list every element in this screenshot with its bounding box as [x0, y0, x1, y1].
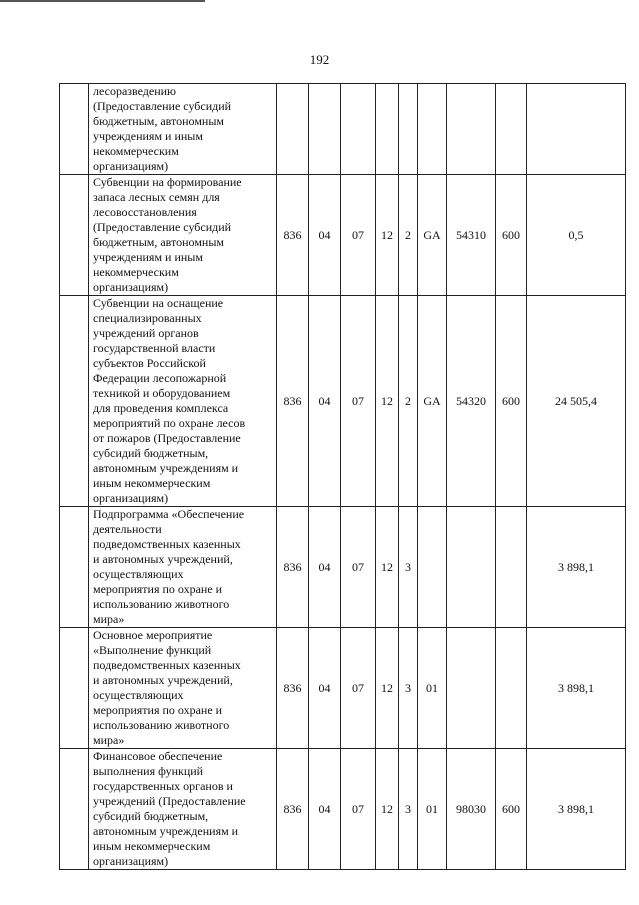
- gov-code-cell: 836: [277, 507, 309, 628]
- budget-table: [59, 83, 626, 870]
- subprogram-cell: 3: [399, 628, 418, 749]
- item-name-cell: [89, 175, 277, 296]
- sum-cell: 24 505,4: [527, 296, 626, 507]
- program-cell: [376, 84, 399, 175]
- table-row: [60, 507, 626, 628]
- table-row: [60, 175, 626, 296]
- table-row: [60, 749, 626, 870]
- expense-direction-code-cell: [447, 507, 496, 628]
- expense-direction-code-cell: [447, 628, 496, 749]
- subsection-cell: 07: [341, 175, 376, 296]
- subprogram-cell: 2: [399, 175, 418, 296]
- scan-edge-line: [0, 0, 205, 2]
- expense-type-cell: 600: [496, 749, 527, 870]
- subprogram-cell: 3: [399, 749, 418, 870]
- program-cell: 12: [376, 628, 399, 749]
- row-index-cell: [60, 749, 89, 870]
- table-row: [60, 296, 626, 507]
- expense-type-cell: [496, 84, 527, 175]
- gov-code-cell: 836: [277, 296, 309, 507]
- expense-type-cell: 600: [496, 175, 527, 296]
- program-cell: 12: [376, 749, 399, 870]
- sum-cell: 3 898,1: [527, 628, 626, 749]
- item-name: Финансовое обеспечение выполнения функций государственных органов и учреждений (Предоставление субсидий бюджетным, автономным учреждениям и иным некоммерческим организациям): [93, 749, 246, 868]
- subsection-cell: 07: [341, 749, 376, 870]
- item-name: Основное мероприятие «Выполнение функций подведомственных казенных и автономных учреждений, осуществляющих мероприятия по охране и использованию животного мира»: [93, 628, 241, 747]
- direction-cell: GA: [418, 175, 447, 296]
- table-row: [60, 84, 626, 175]
- row-index-cell: [60, 84, 89, 175]
- subprogram-cell: [399, 84, 418, 175]
- item-name-cell: [89, 84, 277, 175]
- program-cell: 12: [376, 507, 399, 628]
- expense-type-cell: 600: [496, 296, 527, 507]
- section-cell: 04: [309, 749, 341, 870]
- row-index-cell: [60, 175, 89, 296]
- row-index-cell: [60, 628, 89, 749]
- direction-cell: 01: [418, 628, 447, 749]
- direction-cell: GA: [418, 296, 447, 507]
- item-name-cell: [89, 628, 277, 749]
- item-name: лесоразведению (Предоставление субсидий бюджетным, автономным учреждениям и иным некоммерческим организациям): [93, 84, 232, 173]
- subprogram-cell: 2: [399, 296, 418, 507]
- direction-cell: [418, 84, 447, 175]
- expense-direction-code-cell: 98030: [447, 749, 496, 870]
- section-cell: [309, 84, 341, 175]
- gov-code-cell: 836: [277, 628, 309, 749]
- expense-direction-code-cell: 54310: [447, 175, 496, 296]
- subsection-cell: [341, 84, 376, 175]
- sum-cell: [527, 84, 626, 175]
- subsection-cell: 07: [341, 507, 376, 628]
- row-index-cell: [60, 296, 89, 507]
- expense-type-cell: [496, 507, 527, 628]
- row-index-cell: [60, 507, 89, 628]
- subprogram-cell: 3: [399, 507, 418, 628]
- sum-cell: 3 898,1: [527, 507, 626, 628]
- section-cell: 04: [309, 628, 341, 749]
- sum-cell: 0,5: [527, 175, 626, 296]
- program-cell: 12: [376, 175, 399, 296]
- page-number: 192: [309, 52, 330, 67]
- gov-code-cell: 836: [277, 175, 309, 296]
- subsection-cell: 07: [341, 628, 376, 749]
- item-name-cell: [89, 296, 277, 507]
- direction-cell: 01: [418, 749, 447, 870]
- gov-code-cell: [277, 84, 309, 175]
- direction-cell: [418, 507, 447, 628]
- subsection-cell: 07: [341, 296, 376, 507]
- expense-direction-code-cell: 54320: [447, 296, 496, 507]
- item-name-cell: [89, 507, 277, 628]
- expense-direction-code-cell: [447, 84, 496, 175]
- section-cell: 04: [309, 507, 341, 628]
- gov-code-cell: 836: [277, 749, 309, 870]
- expense-type-cell: [496, 628, 527, 749]
- item-name-cell: [89, 749, 277, 870]
- item-name: Субвенции на формирование запаса лесных семян для лесовосстановления (Предоставление субсидий бюджетным, автономным учреждениям и иным некоммерческим организациям): [93, 175, 242, 294]
- item-name: Субвенции на оснащение специализированных учреждений органов государственной власти субъектов Российской Федерации лесопожарной техникой и оборудованием для проведения комплекса мероприятий по охране лесов от пожаров (Предоставление субсидий бюджетным, автономным учреждениям и иным некоммерческим организациям): [93, 296, 246, 505]
- sum-cell: 3 898,1: [527, 749, 626, 870]
- item-name: Подпрограмма «Обеспечение деятельности подведомственных казенных и автономных учреждений, осуществляющих мероприятия по охране и использованию животного мира»: [93, 507, 245, 626]
- table-row: [60, 628, 626, 749]
- program-cell: 12: [376, 296, 399, 507]
- section-cell: 04: [309, 296, 341, 507]
- section-cell: 04: [309, 175, 341, 296]
